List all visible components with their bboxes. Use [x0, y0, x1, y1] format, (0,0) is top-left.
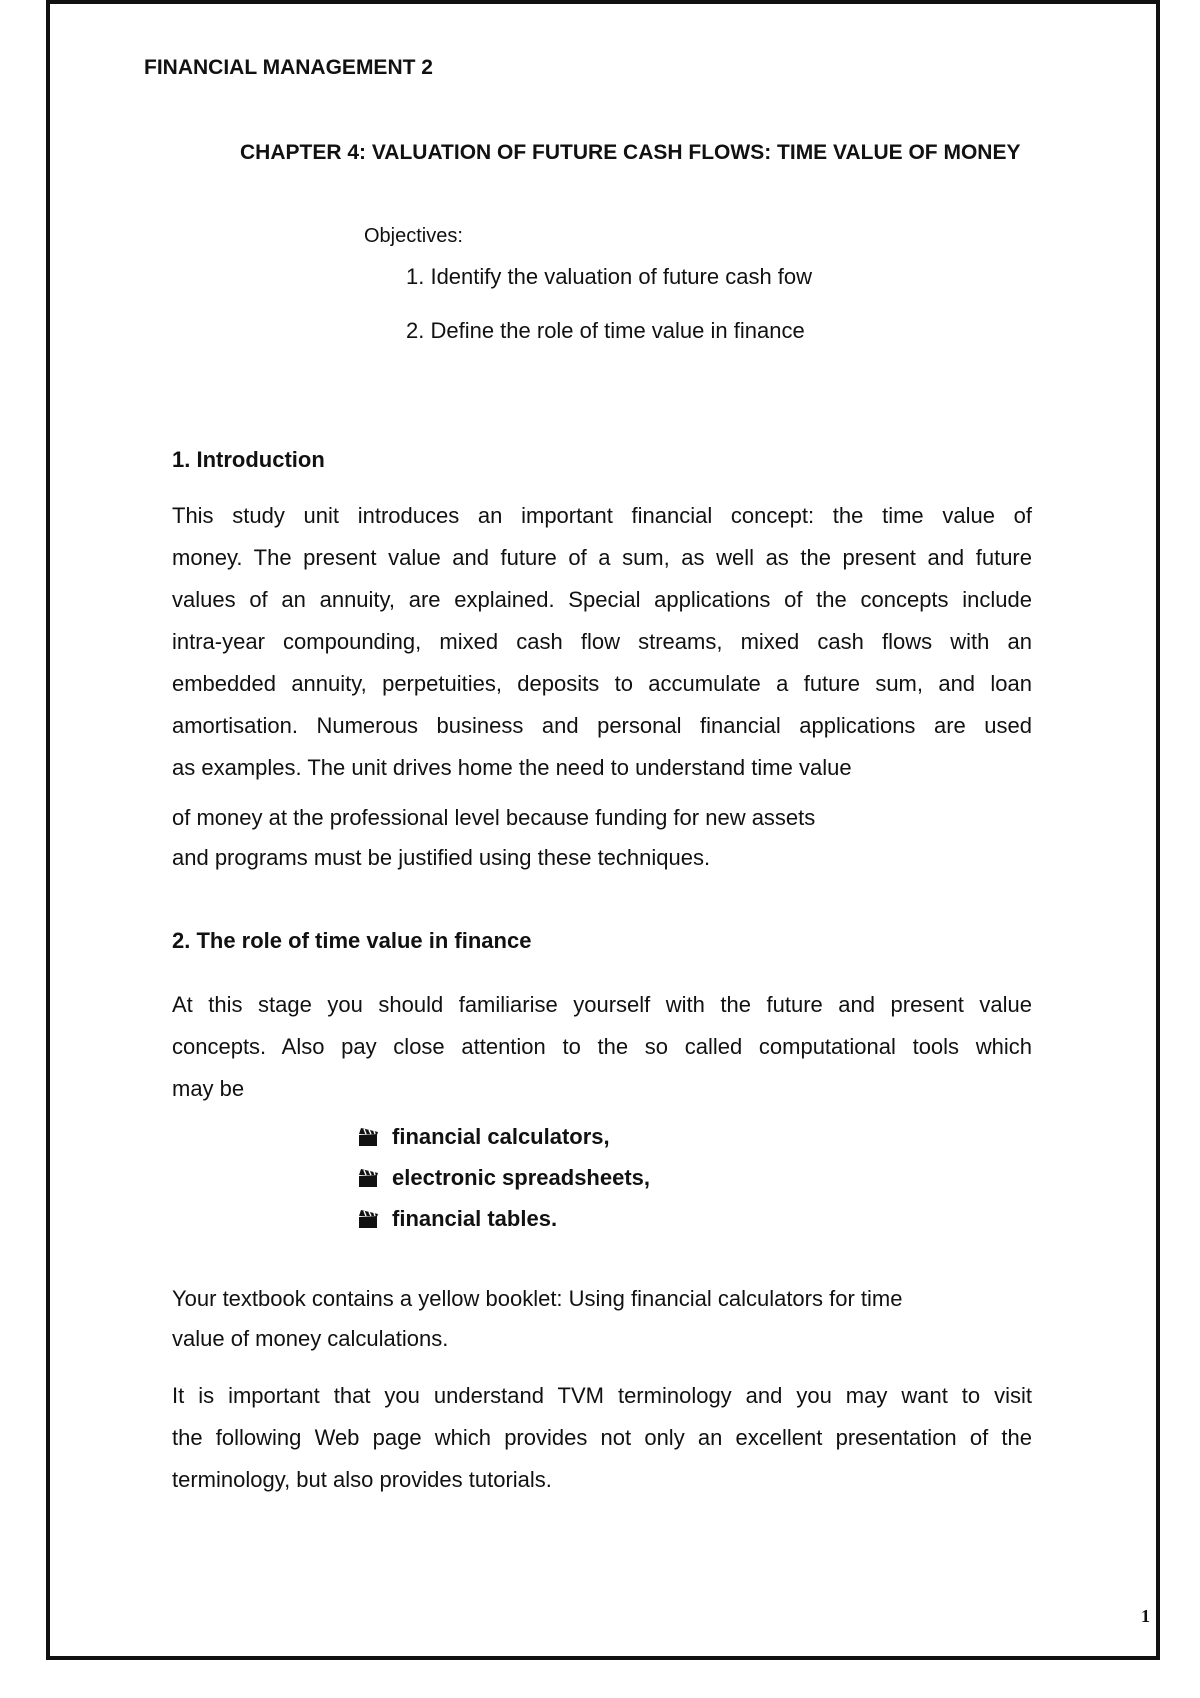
computational-tools-list — [358, 1116, 650, 1239]
paragraph-line: money. The present value and future of a sum, as well as the present and future — [172, 545, 1032, 570]
chapter-title: CHAPTER 4: VALUATION OF FUTURE CASH FLOWS: TIME VALUE OF MONEY — [240, 141, 1021, 164]
objective-item: 1. Identify the valuation of future cash fow — [406, 264, 813, 289]
textbook-note-line: Your textbook contains a yellow booklet: Using financial calculators for time — [172, 1286, 903, 1311]
list-item-text: financial tables. — [392, 1205, 558, 1231]
objective-item: 2. Define the role of time value in finance — [406, 318, 805, 343]
paragraph-line: This study unit introduces an important financial concept: the time value of — [172, 503, 1032, 528]
introduction-continuation-line: and programs must be justified using these techniques. — [172, 845, 711, 870]
paragraph-line: At this stage you should familiarise yourself with the future and present value — [172, 992, 1032, 1017]
list-item — [358, 1116, 650, 1157]
tvm-paragraph — [172, 1375, 1032, 1501]
list-item — [358, 1157, 650, 1198]
introduction-continuation-line: of money at the professional level because funding for new assets — [172, 805, 816, 830]
paragraph-line: embedded annuity, perpetuities, deposits to accumulate a future sum, and loan — [172, 671, 1032, 696]
textbook-note-line: value of money calculations. — [172, 1326, 449, 1351]
clapperboard-icon — [358, 1168, 380, 1188]
paragraph-line: may be — [172, 1076, 245, 1101]
paragraph-line: amortisation. Numerous business and personal financial applications are used — [172, 713, 1032, 738]
paragraph-line: intra-year compounding, mixed cash flow streams, mixed cash flows with an — [172, 629, 1032, 654]
section-heading-introduction: 1. Introduction — [172, 447, 325, 472]
paragraph-line: concepts. Also pay close attention to the so called computational tools which — [172, 1034, 1032, 1059]
paragraph-line: It is important that you understand TVM terminology and you may want to visit — [172, 1383, 1032, 1408]
list-item — [358, 1198, 650, 1239]
paragraph-line: the following Web page which provides not only an excellent presentation of the — [172, 1425, 1032, 1450]
list-item-text: financial calculators, — [392, 1123, 610, 1149]
document-header: FINANCIAL MANAGEMENT 2 — [144, 56, 433, 79]
clapperboard-icon — [358, 1209, 380, 1229]
list-item-text: electronic spreadsheets, — [392, 1164, 651, 1190]
section-heading-role-of-time-value: 2. The role of time value in finance — [172, 928, 532, 953]
role-paragraph — [172, 984, 1032, 1110]
clapperboard-icon — [358, 1127, 380, 1147]
objectives-label: Objectives: — [364, 225, 463, 247]
paragraph-line: as examples. The unit drives home the need to understand time value — [172, 755, 852, 780]
introduction-paragraph — [172, 495, 1032, 789]
page-number: 1 — [1141, 1606, 1150, 1626]
paragraph-line: terminology, but also provides tutorials. — [172, 1467, 552, 1492]
paragraph-line: values of an annuity, are explained. Special applications of the concepts include — [172, 587, 1032, 612]
